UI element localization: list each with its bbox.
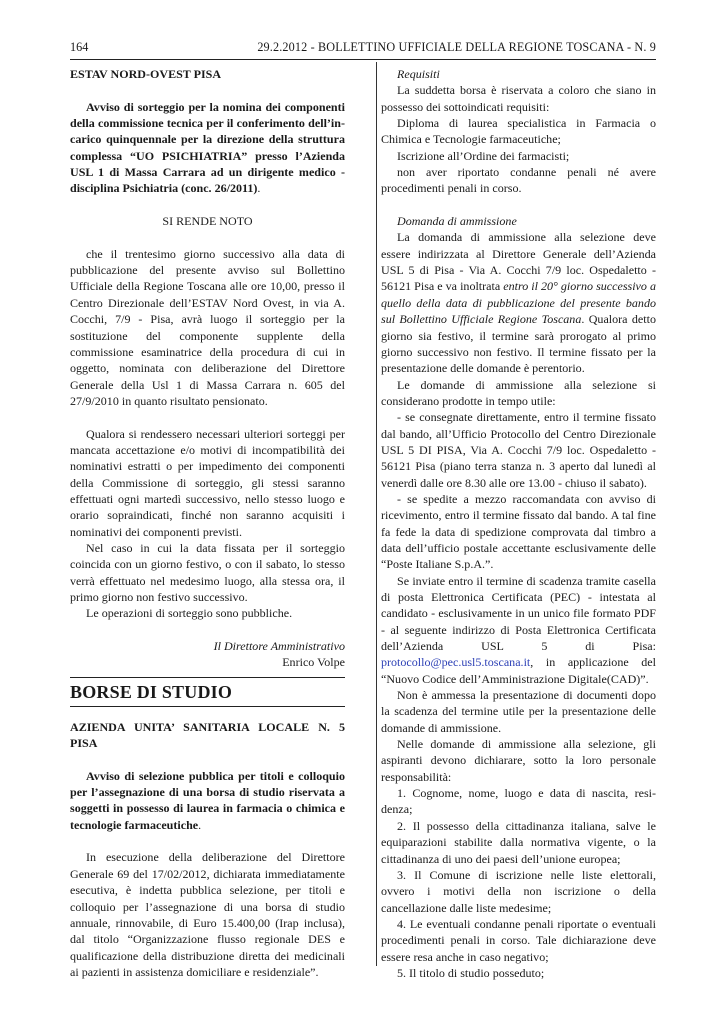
paragraph-1: che il trentesimo giorno successivo alla data di pubblicazione del presente avviso sul Bollettino Ufficiale della Regione Toscana alle ore 10,00, presso il Centro Direzionale dell’ESTAV Nord Ovest, in via A. Cocchi, 7/9 - Pisa, avrà luogo il sorteggio per la sostituzione del componente supplente della commissione esaminatrice della procedura di cui in oggetto, nominata con deliberazione del Direttore Generale della Usl 1 di Massa Carrara n. 605 del 27/9/2010 in quanto risultato pensionato. xyxy=(70,246,345,408)
requisiti-1: La suddetta borsa è riservata a coloro che siano in possesso dei sottoindicati requisiti: xyxy=(381,83,656,114)
left-column xyxy=(70,66,345,980)
pec-email-link[interactable]: protocollo@pec.usl5.toscana.it xyxy=(381,655,531,670)
page-number: 164 xyxy=(70,40,89,54)
requisiti-4: non aver riportato condanne penali né avere procedimenti penali in corso. xyxy=(381,165,656,196)
signature-role: Il Direttore Amministrativo xyxy=(213,639,345,654)
requisiti-2: Diploma di laurea specialistica in Farmacia o Chimica e Tecnologie farmaceutiche; xyxy=(381,116,656,147)
notice-title-borsa: Avviso di selezione pubblica per titoli e colloquio per l’assegnazione di una borsa di studio riservata a soggetti in possesso di laurea in farmacia o chimica e tecnologie farmaceutiche. xyxy=(70,768,345,832)
paragraph-3: Nel caso in cui la data fissata per il sorteggio coincida con un giorno festivo, o con il sabato, lo stesso verrà effettuato nel medesimo luogo, alla stessa ora, il primo giorno non festivo successivo. xyxy=(70,540,345,604)
org-heading-usl5: AZIENDA UNITA’ SANITARIA LOCALE N. 5 PISA xyxy=(70,719,345,751)
notice-title-sorteggio: Avviso di sorteggio per la nomina dei componenti della commissione tecnica per il conferimento dell’in-carico quinquennale per la direzione della struttura complessa “UO PSICHIATRIA” presso l’Azienda USL 1 di Massa Carrara ad un dirigente medico - disciplina Psichiatria (conc. 26/2011). xyxy=(70,99,345,196)
paragraph-2: Qualora si rendessero necessari ulteriori sorteggi per mancata accettazione e/o motivi di incompatibilità dei nominativi estratti o per impedimento dei componenti della Commissione di sorteggio, gli stessi saranno effettuati ogni martedì successivo, nello stesso luogo e orario sopraindicati, finché non saranno acquisiti i nominativi dei componenti previsti. xyxy=(70,426,345,539)
domanda-1: La domanda di ammissione alla selezione deve essere indirizzata al Direttore Generale dell’Azienda USL 5 di Pisa - Via A. Cocchi 7/9 loc. Ospedaletto - 56121 Pisa e va inoltrata entro il 20° giorno successivo a quello della data di pubblicazione del presente bando sul Bollettino Ufficiale Regione Toscana. Qualora detto giorno sia festivo, il termine sarà prorogato al primo giorno successivo non festivo. Il termine fissato per la presentazione delle domande è perentorio. xyxy=(381,230,656,376)
right-column xyxy=(381,66,656,981)
domanda-6: Non è ammessa la presentazione di documenti dopo la scadenza del termine utile per la presentazione delle domande di ammissione. xyxy=(381,688,656,735)
si-rende-noto: SI RENDE NOTO xyxy=(162,214,253,229)
domanda-4: - se spedite a mezzo raccomandata con avviso di ricevimento, entro il termine fissato dal bando. A tal fine fa fede la data di spedizione comprovata dal timbro a data dell’ufficio postale accettante esclusivamente delle “Poste Italiane S.p.A.”. xyxy=(381,491,656,572)
org-heading-estav: ESTAV NORD-OVEST PISA xyxy=(70,67,222,81)
paragraph-4: Le operazioni di sorteggio sono pubbliche. xyxy=(86,606,293,621)
bulletin-title: 29.2.2012 - BOLLETTINO UFFICIALE DELLA REGIONE TOSCANA - N. 9 xyxy=(257,40,656,54)
list-item-1: 1. Cognome, nome, luogo e data di nascita, resi-denza; xyxy=(381,786,656,817)
domanda-5: Se inviate entro il termine di scadenza tramite casella di posta Elettronica Certificata (PEC) - intestata al candidato - esclusivamente in un unico file formato PDF - al seguente indirizzo di Posta Elettronica Certificata dell’Azienda USL 5 di Pisa: protocollo@pec.usl5.toscana.it, in applicazione del “Nuovo Codice dell’Amministrazione Digitale(CAD)”. xyxy=(381,573,656,686)
list-item-2: 2. Il possesso della cittadinanza italiana, salve le equiparazioni stabilite dalla normativa vigente, o la cittadinanza di uno dei paesi dell’unione europea; xyxy=(381,818,656,866)
requisiti-heading: Requisiti xyxy=(397,67,440,81)
list-item-5: 5. Il titolo di studio posseduto; xyxy=(397,965,545,980)
list-item-3: 3. Il Comune di iscrizione nelle liste elettorali, ovvero i motivi della non iscrizione o della cancellazione dalle liste medesime; xyxy=(381,867,656,915)
section-title-borse: BORSE DI STUDIO xyxy=(70,677,345,707)
list-item-4: 4. Le eventuali condanne penali riportate o eventuali procedimenti penali in corso. Tale dichiarazione deve essere resa anche in caso negativo; xyxy=(381,916,656,964)
domanda-heading: Domanda di ammissione xyxy=(397,214,517,229)
paragraph-5: In esecuzione della deliberazione del Direttore Generale 69 del 17/02/2012, dichiarata immediatamente esecutiva, è indetta pubblica selezione, per titoli e colloquio per l’assegnazione di una borsa di studio annuale, rinnovabile, di Euro 15.400,00 (Irap inclusa), dal titolo “Organizzazione flusso regionale DES e qualificazione della distribuzione diretta dei medicinali ai pazienti in assistenza domiciliare e residenziale”. xyxy=(70,850,345,979)
domanda-2: Le domande di ammissione alla selezione si considerano prodotte in tempo utile: xyxy=(381,377,656,408)
domanda-7: Nelle domande di ammissione alla selezione, gli aspiranti devono dichiarare, sotto la loro personale responsabilità: xyxy=(381,737,656,784)
domanda-3: - se consegnate direttamente, entro il termine fissato dal bando, all’Ufficio Protocollo del Centro Direzionale USL 5 DI PISA, Via A. Cocchi 7/9 loc. Ospedaletto - 56121 Pisa (piano terra stanza n. 3 aperto dal lunedì al venerdì dalle ore 8.30 alle ore 13.00 - chiuso il sabato). xyxy=(381,410,656,490)
requisiti-3: Iscrizione all’Ordine dei farmacisti; xyxy=(397,148,570,163)
page-header xyxy=(70,40,656,60)
signature-name: Enrico Volpe xyxy=(282,655,345,670)
column-divider xyxy=(376,62,377,966)
